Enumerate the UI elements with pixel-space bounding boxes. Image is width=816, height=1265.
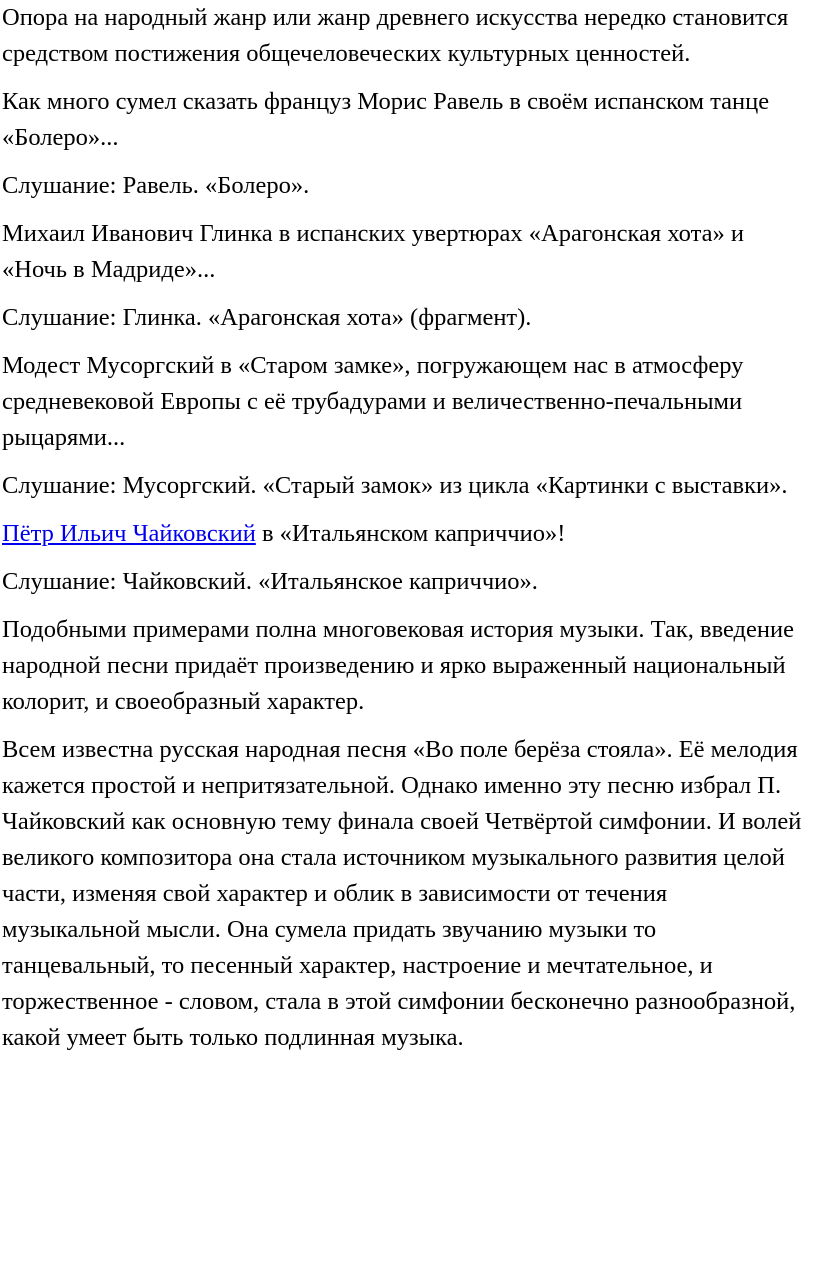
listening-tchaikovsky: Слушание: Чайковский. «Итальянское каприччио».: [2, 568, 538, 595]
tchaikovsky-link[interactable]: Пётр Ильич Чайковский: [2, 520, 256, 547]
paragraph-ravel: Как много сумел сказать француз Морис Равель в своём испанском танце «Болеро»...: [2, 88, 770, 151]
paragraph-birch-song: Всем известна русская народная песня «Во поле берёза стояла». Её мелодия кажется простой и непритязательной. Однако именно эту песню избрал П. Чайковский как основную тему финала своей Четвёртой симфонии. И волей великого композитора она стала источником музыкального развития целой части, изменяя свой характер и облик в зависимости от течения музыкальной мысли. Она сумела придать звучанию музыки то танцевальный, то песенный характер, настроение и мечтательное, и торжественное - словом, стала в этой симфонии бесконечно разнообразной, какой умеет быть только подлинная музыка.: [2, 736, 802, 1051]
listening-glinka: Слушание: Глинка. «Арагонская хота» (фрагмент).: [2, 304, 532, 331]
paragraph-glinka: Михаил Иванович Глинка в испанских увертюрах «Арагонская хота» и «Ночь в Мадриде»...: [2, 220, 744, 283]
listening-mussorgsky: Слушание: Мусоргский. «Старый замок» из цикла «Картинки с выставки».: [2, 472, 788, 499]
paragraph-examples: Подобными примерами полна многовековая история музыки. Так, введение народной песни придаёт произведению и ярко выраженный национальный колорит, и своеобразный характер.: [2, 616, 794, 715]
listening-ravel: Слушание: Равель. «Болеро».: [2, 172, 310, 199]
paragraph-intro: Опора на народный жанр или жанр древнего искусства нередко становится средством постижения общечеловеческих культурных ценностей.: [2, 4, 789, 67]
paragraph-tchaikovsky: [2, 516, 806, 552]
tchaikovsky-text: в «Итальянском каприччио»!: [255, 520, 566, 547]
paragraph-mussorgsky: Модест Мусоргский в «Старом замке», погружающем нас в атмосферу средневековой Европы с её трубадурами и величественно-печальными рыцарями...: [2, 352, 744, 451]
